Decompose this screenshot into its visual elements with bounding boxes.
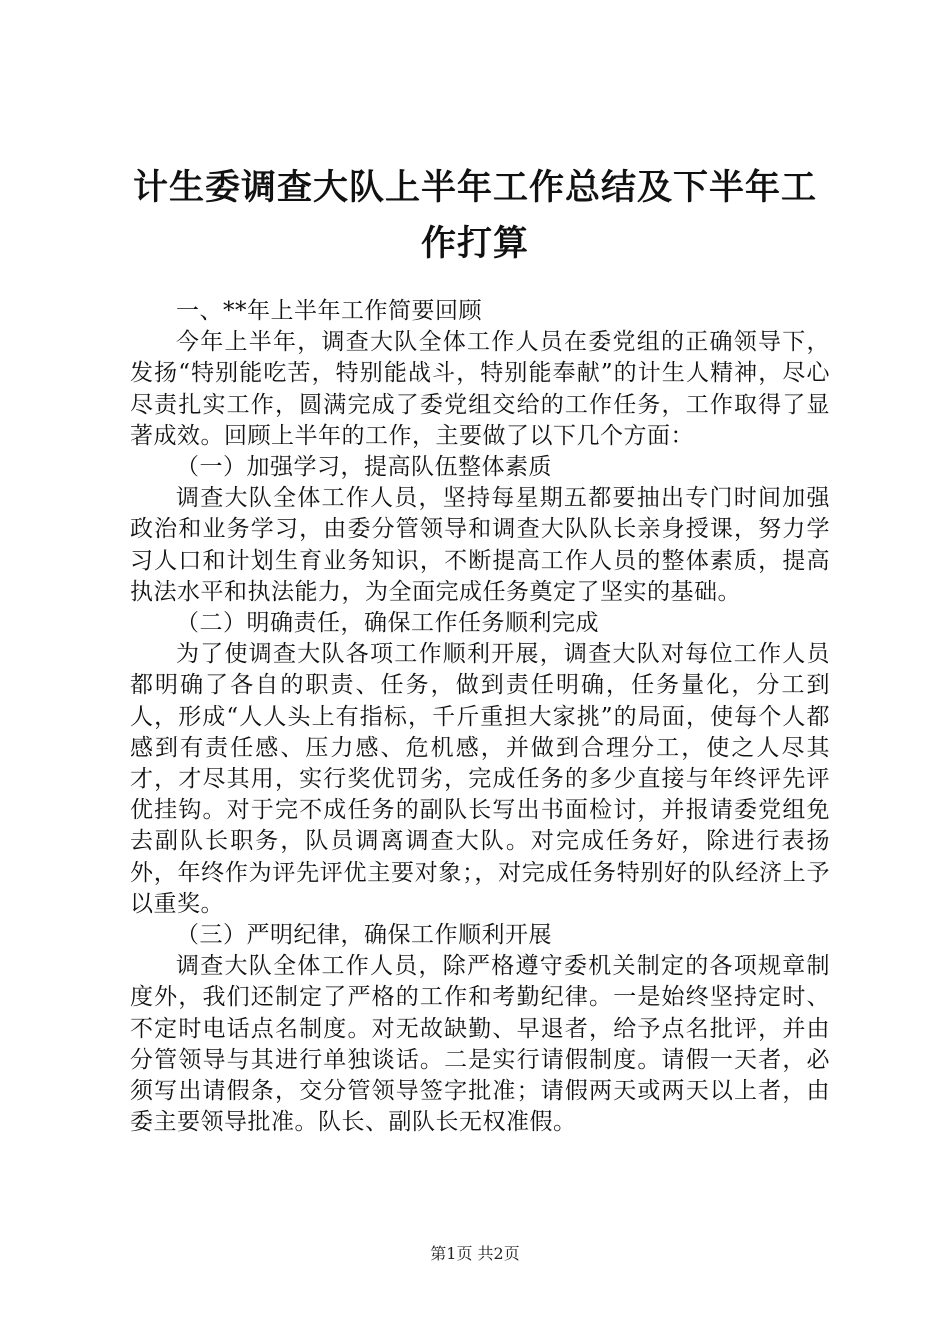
subsection-heading: （三）严明纪律，确保工作顺利开展: [176, 922, 552, 949]
subsection-heading: （二）明确责任，确保工作任务顺利完成: [176, 610, 599, 637]
body-paragraph: 为了使调查大队各项工作顺利开展，调查大队对每位工作人员都明确了各自的职责、任务，做到责任明确，任务量化，分工到人，形成“人人头上有指标，千斤重担大家挑”的局面，使每个人都感到有责任感、压力感、危机感，并做到合理分工，使之人尽其才，才尽其用，实行奖优罚劣，完成任务的多少直接与年终评先评优挂钩。对于完不成任务的副队长写出书面检讨，并报请委党组免去副队长职务，队员调离调查大队。对完成任务好，除进行表扬外，年终作为评先评优主要对象；，对完成任务特别好的队经济上予以重奖。: [130, 641, 830, 917]
document-body: [130, 296, 830, 1138]
body-paragraph: 今年上半年，调查大队全体工作人员在委党组的正确领导下，发扬“特别能吃苦，特别能战斗，特别能奉献”的计生人精神，尽心尽责扎实工作，圆满完成了委党组交给的工作任务，工作取得了显著成效。回顾上半年的工作，主要做了以下几个方面：: [130, 329, 830, 449]
body-paragraph: 调查大队全体工作人员，除严格遵守委机关制定的各项规章制度外，我们还制定了严格的工作和考勤纪律。一是始终坚持定时、不定时电话点名制度。对无故缺勤、早退者，给予点名批评，并由分管领导与其进行单独谈话。二是实行请假制度。请假一天者，必须写出请假条，交分管领导签字批准；请假两天或两天以上者，由委主要领导批准。队长、副队长无权准假。: [130, 953, 830, 1136]
document-title: 计生委调查大队上半年工作总结及下半年工作打算: [132, 168, 817, 264]
body-paragraph: 调查大队全体工作人员，坚持每星期五都要抽出专门时间加强政治和业务学习，由委分管领导和调查大队队长亲身授课，努力学习人口和计划生育业务知识，不断提高工作人员的整体素质，提高执法水平和执法能力，为全面完成任务奠定了坚实的基础。: [130, 485, 830, 605]
subsection-heading: （一）加强学习，提高队伍整体素质: [176, 454, 552, 481]
page-number-footer: 第1页 共2页: [430, 1244, 520, 1263]
section-heading: 一、**年上半年工作简要回顾: [176, 298, 482, 324]
